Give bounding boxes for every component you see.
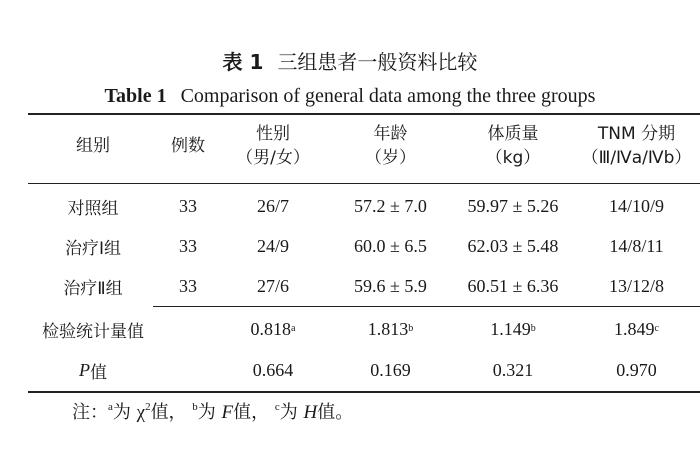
table-caption-chinese: [0, 50, 700, 74]
header-age-text: 年龄: [373, 124, 408, 144]
header-sex-unit: （男/女）: [236, 148, 310, 168]
pvalue-label-rest: 值: [90, 362, 107, 383]
pvalue-age: 0.169: [370, 359, 411, 380]
footnote-h-rest: 值。: [317, 402, 354, 423]
header-count-text: 例数: [171, 136, 205, 156]
statistic-label: 检验统计量值: [42, 321, 144, 342]
statistic-weight-value: 1.149: [490, 318, 531, 339]
cell-weight: 62.03 ± 5.48: [467, 235, 559, 256]
statistic-tnm-value: 1.849: [614, 318, 655, 339]
table-caption-english: [0, 84, 700, 108]
pvalue-label-p: P: [79, 359, 90, 380]
footnote-chi: χ: [136, 402, 146, 423]
table-footnote: [72, 398, 353, 428]
footnote-marker-b: b: [192, 401, 198, 413]
cell-weight: 60.51 ± 6.36: [467, 275, 559, 296]
header-weight-unit: （kg）: [485, 148, 541, 168]
statistic-age-value: 1.813: [367, 318, 409, 339]
header-tnm-unit: （Ⅲ/Ⅳa/Ⅳb）: [581, 148, 692, 168]
header-weight: [453, 116, 573, 176]
cell-group: 治疗Ⅰ组: [64, 238, 121, 259]
pvalue-label: [28, 350, 158, 390]
table-row: [28, 186, 700, 226]
cell-tnm: 14/10/9: [608, 195, 664, 216]
footnote-marker-c: c: [274, 401, 280, 413]
statistic-weight: 1.149 b: [490, 318, 536, 339]
pvalue-row: [28, 350, 700, 390]
header-group-text: 组别: [76, 136, 110, 156]
footnote-chi-sup: 2: [145, 401, 151, 413]
footnote-c-text: 为: [279, 402, 298, 423]
header-count: [158, 116, 218, 176]
cell-sex: 24/9: [256, 235, 289, 256]
table-row: [28, 266, 700, 306]
cell-age: 59.6 ± 5.9: [354, 275, 427, 296]
cell-count: 33: [179, 195, 197, 216]
header-weight-text: 体质量: [487, 124, 539, 144]
statistic-sex-value: 0.818: [250, 318, 292, 339]
table-label-cn: 表 1: [222, 50, 264, 74]
pvalue-tnm: 0.970: [616, 359, 657, 380]
pvalue-sex: 0.664: [252, 359, 294, 380]
cell-age: 60.0 ± 6.5: [354, 235, 427, 256]
cell-weight: 59.97 ± 5.26: [467, 195, 559, 216]
statistic-row: [28, 309, 700, 349]
footnote-chi-rest: 值，: [150, 402, 187, 423]
footnote-marker-a: a: [108, 401, 113, 413]
header-sex-text: 性别: [256, 124, 290, 144]
cell-tnm: 13/12/8: [608, 275, 664, 296]
header-age-unit: （岁）: [365, 148, 416, 168]
cell-count: 33: [179, 235, 197, 256]
header-tnm: [573, 116, 700, 176]
pvalue-weight: 0.321: [492, 359, 534, 380]
header-tnm-text: TNM 分期: [597, 124, 676, 144]
cell-count: 33: [179, 275, 197, 296]
footnote-f-rest: 值，: [233, 402, 270, 423]
cell-age: 57.2 ± 7.0: [354, 195, 427, 216]
header-rule: [28, 183, 700, 184]
bottom-rule: [28, 391, 700, 393]
table-label-en: Table 1: [104, 85, 167, 107]
footnote-a-text: 为: [112, 402, 131, 423]
header-sex: [218, 116, 328, 176]
table-title-cn: 三组患者一般资料比较: [277, 50, 478, 74]
cell-sex: 26/7: [256, 195, 289, 216]
table-row: [28, 226, 700, 266]
statistic-rule: [153, 306, 700, 307]
cell-sex: 27/6: [256, 275, 289, 296]
top-rule: [28, 113, 700, 115]
statistic-sex: 0.818 a: [250, 318, 296, 339]
statistic-tnm: 1.849 c: [614, 318, 659, 339]
cell-tnm: 14/8/11: [609, 235, 664, 256]
header-age: [328, 116, 453, 176]
header-group: [28, 116, 158, 176]
statistic-age: 1.813 b: [367, 318, 414, 339]
cell-group: 对照组: [67, 198, 119, 219]
footnote-f: F: [221, 402, 234, 423]
table-title-en: Comparison of general data among the three groups: [180, 85, 596, 107]
footnote-h: H: [303, 402, 318, 423]
footnote-b-text: 为: [197, 402, 216, 423]
table-header-row: [28, 116, 700, 168]
cell-group: 治疗Ⅱ组: [63, 278, 123, 299]
footnote-prefix: 注：: [72, 402, 108, 423]
